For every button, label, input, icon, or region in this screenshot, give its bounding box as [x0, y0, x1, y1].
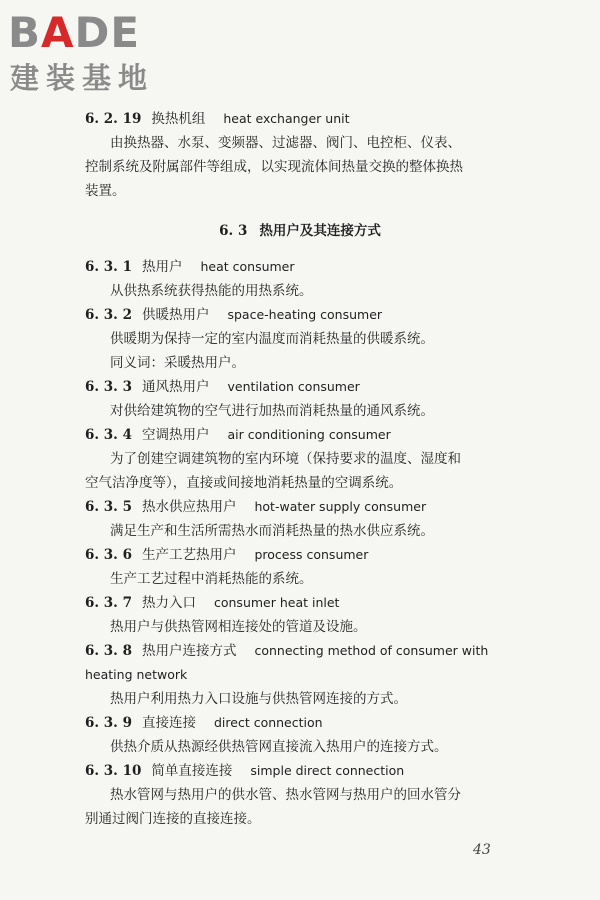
page-number: 43 [473, 842, 491, 858]
term-number: 6. 3. 9 [85, 715, 132, 731]
term-chinese: 热用户连接方式 [141, 643, 237, 659]
term-english: space-heating consumer [227, 307, 383, 322]
term-english: consumer heat inlet [213, 595, 340, 610]
term-definition: 空气洁净度等），直接或间接地消耗热量的空调系统。 [85, 475, 403, 491]
term-chinese: 热用户 [141, 259, 183, 275]
term-number: 6. 3. 1 [85, 259, 132, 275]
term-number: 6. 3. 10 [85, 763, 142, 779]
term-definition: 热用户与供热管网相连接处的管道及设施。 [110, 619, 367, 635]
term-english: hot-water supply consumer [254, 499, 427, 514]
term-english: heat exchanger unit [223, 111, 350, 126]
term-english: ventilation consumer [227, 379, 360, 394]
term-6-3-10-header [85, 762, 404, 780]
term-chinese: 供暖热用户 [141, 307, 210, 323]
term-definition: 供暖期为保持一定的室内温度而消耗热量的供暖系统。 [110, 331, 434, 347]
term-number: 6. 3. 2 [85, 307, 132, 323]
bade-logo [8, 8, 178, 100]
term-number: 6. 2. 19 [85, 111, 142, 127]
term-6-3-8-header [85, 642, 488, 660]
term-6-3-6-header [85, 546, 368, 564]
term-number: 6. 3. 4 [85, 427, 132, 443]
term-definition: 生产工艺过程中消耗热能的系统。 [110, 571, 313, 587]
term-english: process consumer [254, 547, 369, 562]
section-heading [0, 222, 600, 240]
term-number: 6. 3. 7 [85, 595, 132, 611]
term-definition: 由换热器、水泵、变频器、过滤器、阀门、电控柜、仪表、 [110, 135, 461, 151]
section-number: 6. 3 [219, 223, 248, 239]
term-chinese: 空调热用户 [141, 427, 210, 443]
term-number: 6. 3. 3 [85, 379, 132, 395]
term-6-3-5-header [85, 498, 426, 516]
term-definition: 别通过阀门连接的直接连接。 [85, 811, 261, 827]
term-number: 6. 3. 5 [85, 499, 132, 515]
term-english: direct connection [213, 715, 323, 730]
term-chinese: 生产工艺热用户 [141, 547, 237, 563]
term-chinese: 直接连接 [141, 715, 196, 731]
term-6-2-19-header [85, 110, 350, 128]
term-chinese: 通风热用户 [141, 379, 210, 395]
term-6-3-9-header [85, 714, 323, 732]
term-definition: 装置。 [85, 183, 126, 199]
logo-wordmark: BADE [8, 8, 141, 57]
term-english: heat consumer [200, 259, 295, 274]
term-english: connecting method of consumer with [254, 643, 489, 658]
term-synonym: 同义词：采暖热用户。 [110, 355, 245, 371]
term-6-3-2-header [85, 306, 382, 324]
term-6-3-7-header [85, 594, 339, 612]
term-definition: 控制系统及附属部件等组成，以实现流体间热量交换的整体换热 [85, 159, 463, 175]
term-number: 6. 3. 6 [85, 547, 132, 563]
term-definition: 供热介质从热源经供热管网直接流入热用户的连接方式。 [110, 739, 448, 755]
term-definition: 热水管网与热用户的供水管、热水管网与热用户的回水管分 [110, 787, 461, 803]
term-english-continued: heating network [85, 667, 188, 682]
section-title: 热用户及其连接方式 [259, 223, 381, 239]
logo-chinese-text: 建装基地 [10, 61, 155, 95]
term-6-3-3-header [85, 378, 360, 396]
term-definition: 从供热系统获得热能的用热系统。 [110, 283, 313, 299]
term-6-3-1-header [85, 258, 295, 276]
term-definition: 满足生产和生活所需热水而消耗热量的热水供应系统。 [110, 523, 434, 539]
term-chinese: 热力入口 [141, 595, 196, 611]
term-6-3-4-header [85, 426, 391, 444]
term-chinese: 换热机组 [151, 111, 206, 127]
term-chinese: 简单直接连接 [151, 763, 233, 779]
term-definition: 对供给建筑物的空气进行加热而消耗热量的通风系统。 [110, 403, 434, 419]
term-english: simple direct connection [250, 763, 405, 778]
term-chinese: 热水供应热用户 [141, 499, 237, 515]
term-english: air conditioning consumer [227, 427, 391, 442]
term-definition: 热用户利用热力入口设施与供热管网连接的方式。 [110, 691, 407, 707]
term-definition: 为了创建空调建筑物的室内环境（保持要求的温度、湿度和 [110, 451, 461, 467]
term-number: 6. 3. 8 [85, 643, 132, 659]
